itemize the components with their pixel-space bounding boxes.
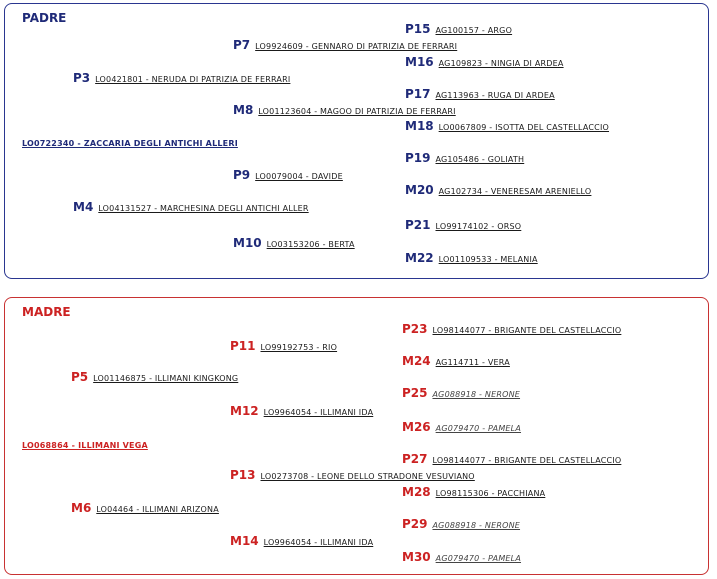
entry-code: M30 [402, 550, 431, 564]
entry-code: M6 [71, 501, 92, 515]
entry-link[interactable]: LO01109533 - MELANIA [438, 255, 538, 264]
entry-code: M28 [402, 485, 431, 499]
pedigree-entry-p23 [402, 318, 621, 337]
pedigree-entry-m6 [71, 497, 219, 516]
pedigree-entry-p25 [402, 382, 520, 401]
entry-link[interactable]: AG109823 - NINGIA DI ARDEA [438, 59, 564, 68]
entry-link[interactable]: AG102734 - VENERESAM ARENIELLO [438, 187, 592, 196]
entry-link[interactable]: AG079470 - PAMELA [435, 424, 522, 433]
entry-code: M16 [405, 55, 434, 69]
pedigree-entry-m30 [402, 546, 521, 565]
entry-link[interactable]: AG105486 - GOLIATH [435, 155, 525, 164]
padre-root-link[interactable]: LO0722340 - ZACCARIA DEGLI ANTICHI ALLERI [22, 139, 238, 148]
entry-link[interactable]: LO04464 - ILLIMANI ARIZONA [96, 505, 219, 514]
entry-code: P5 [71, 370, 89, 384]
entry-link[interactable]: LO99192753 - RIO [260, 343, 338, 352]
entry-link[interactable]: AG100157 - ARGO [435, 26, 513, 35]
pedigree-entry-m18 [405, 115, 609, 134]
entry-code: M24 [402, 354, 431, 368]
entry-link[interactable]: LO01123604 - MAGOO DI PATRIZIA DE FERRARI [258, 107, 456, 116]
entry-link[interactable]: LO04131527 - MARCHESINA DEGLI ANTICHI ALLER [98, 204, 309, 213]
entry-code: P11 [230, 339, 256, 353]
entry-code: M12 [230, 404, 259, 418]
entry-link[interactable]: LO0067809 - ISOTTA DEL CASTELLACCIO [438, 123, 610, 132]
entry-code: P7 [233, 38, 251, 52]
pedigree-entry-p27 [402, 448, 621, 467]
pedigree-entry-p19 [405, 147, 524, 166]
entry-link[interactable]: LO0421801 - NERUDA DI PATRIZIA DE FERRARI [95, 75, 291, 84]
pedigree-entry-m12 [230, 400, 373, 419]
entry-code: M8 [233, 103, 254, 117]
entry-code: P15 [405, 22, 431, 36]
entry-code: P27 [402, 452, 428, 466]
madre-root [22, 433, 148, 452]
pedigree-entry-m4 [73, 196, 309, 215]
entry-code: P3 [73, 71, 91, 85]
entry-link[interactable]: AG088918 - NERONE [432, 521, 521, 530]
pedigree-entry-p17 [405, 83, 555, 102]
pedigree-entry-m10 [233, 232, 355, 251]
pedigree-entry-m16 [405, 51, 564, 70]
madre-panel [4, 297, 709, 575]
entry-code: M14 [230, 534, 259, 548]
pedigree-entry-m20 [405, 179, 591, 198]
entry-code: M10 [233, 236, 262, 250]
pedigree-entry-p29 [402, 513, 520, 532]
entry-code: P25 [402, 386, 428, 400]
entry-link[interactable]: LO0079004 - DAVIDE [255, 172, 343, 181]
pedigree-entry-p21 [405, 214, 521, 233]
padre-panel [4, 3, 709, 279]
madre-root-link[interactable]: LO068864 - ILLIMANI VEGA [22, 441, 148, 450]
pedigree-entry-p3 [73, 67, 290, 86]
entry-code: M22 [405, 251, 434, 265]
padre-title: PADRE [22, 11, 67, 25]
entry-code: P23 [402, 322, 428, 336]
entry-code: P29 [402, 517, 428, 531]
entry-link[interactable]: LO9924609 - GENNARO DI PATRIZIA DE FERRARI [255, 42, 458, 51]
entry-code: M26 [402, 420, 431, 434]
entry-link[interactable]: LO01146875 - ILLIMANI KINGKONG [93, 374, 239, 383]
entry-link[interactable]: LO0273708 - LEONE DELLO STRADONE VESUVIANO [260, 472, 475, 481]
pedigree-entry-p9 [233, 164, 343, 183]
entry-code: M4 [73, 200, 94, 214]
entry-link[interactable]: LO9964054 - ILLIMANI IDA [263, 408, 374, 417]
entry-code: P19 [405, 151, 431, 165]
madre-title: MADRE [22, 305, 71, 319]
entry-code: M20 [405, 183, 434, 197]
pedigree-entry-m28 [402, 481, 545, 500]
entry-code: P9 [233, 168, 251, 182]
entry-link[interactable]: LO98144077 - BRIGANTE DEL CASTELLACCIO [432, 456, 622, 465]
entry-code: M18 [405, 119, 434, 133]
entry-link[interactable]: AG113963 - RUGA DI ARDEA [435, 91, 555, 100]
entry-link[interactable]: AG088918 - NERONE [432, 390, 521, 399]
entry-code: P17 [405, 87, 431, 101]
entry-link[interactable]: LO99174102 - ORSO [435, 222, 522, 231]
entry-code: P13 [230, 468, 256, 482]
pedigree-entry-p15 [405, 18, 512, 37]
pedigree-entry-p5 [71, 366, 238, 385]
entry-link[interactable]: LO98115306 - PACCHIANA [435, 489, 546, 498]
entry-code: P21 [405, 218, 431, 232]
pedigree-entry-m14 [230, 530, 373, 549]
pedigree-entry-m22 [405, 247, 538, 266]
entry-link[interactable]: AG079470 - PAMELA [435, 554, 522, 563]
pedigree-entry-m24 [402, 350, 510, 369]
entry-link[interactable]: LO98144077 - BRIGANTE DEL CASTELLACCIO [432, 326, 622, 335]
pedigree-entry-p11 [230, 335, 337, 354]
entry-link[interactable]: AG114711 - VERA [435, 358, 510, 367]
padre-root [22, 131, 238, 150]
entry-link[interactable]: LO9964054 - ILLIMANI IDA [263, 538, 374, 547]
pedigree-entry-m26 [402, 416, 521, 435]
entry-link[interactable]: LO03153206 - BERTA [266, 240, 355, 249]
